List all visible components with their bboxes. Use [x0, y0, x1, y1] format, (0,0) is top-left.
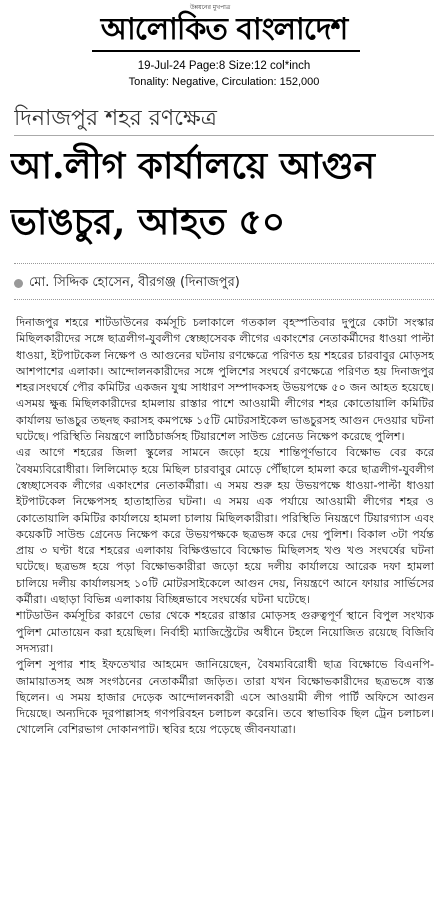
article-paragraph-3: শাটডাউন কর্মসূচির কারণে ভোর থেকে শহরের রাস্তার মোড়সহ গুরুত্বপূর্ণ স্থানে বিপুল সংখ্যক পুলিশ মোতায়েন করা হয়েছিল। নির্বাহী ম্যাজিস্ট্রেটের অধীনে টহলে নিয়োজিত রয়েছে বিজিবি সদস্যরা। [16, 609, 434, 655]
masthead [0, 0, 448, 58]
byline-text: মো. সিদ্দিক হোসেন, বীরগঞ্জ (দিনাজপুর) [29, 274, 240, 290]
bullet-dot-icon [14, 279, 23, 288]
byline-bottom-rule [14, 299, 434, 300]
masthead-tagline: উন্নয়নের মুখপাত্র [190, 4, 231, 11]
article-body [16, 315, 434, 911]
newspaper-logo: আলোকিত বাংলাদেশ [100, 11, 348, 47]
article-paragraph-2: এর আগে শহরের জিলা স্কুলের সামনে জড়ো হয়ে শান্তিপূর্ণভাবে বিক্ষোভ বের করে বৈষম্যবিরোধীরা। লিলিমোড় হয়ে মিছিল চারবাবুর মোড়ে পৌঁছালে হামলা করে ছাত্রলীগ-যুবলীগ স্বেচ্ছাসেবক লীগের একাংশের নেতাকর্মীরা। এ সময় শুরু হয় উভয়পক্ষে ধাওয়া-পাল্টা ধাওয়া ইটপাটকেল নিক্ষেপসহ হাতাহাতির ঘটনা। এ সময় এক পর্যায়ে আওয়ামী লীগের শহর ও কোতোয়ালি কমিটির কার্যালয়ে হামলা চালায় মিছিলকারীরা। পরিস্থিতি নিয়ন্ত্রণে টিয়ারগ্যাস এবং কয়েকটি সাউন্ড গ্রেনেড নিক্ষেপ করে উভয়পক্ষকে ছত্রভঙ্গ করে দেয় পুলিশ। বিকাল ৩টা পর্যন্ত প্রায় ৩ ঘণ্টা ধরে শহরের এলাকায় বিক্ষিপ্তভাবে বিক্ষোভ মিছিলসহ খণ্ড খণ্ড সংঘর্ষের ঘটনা ঘটেছে। ছত্রভঙ্গ হয়ে পড়া বিক্ষোভকারীরা জড়ো হয়ে দলীয় কার্যালয়ে আরেক দফা হামলা চালিয়ে দলীয় কার্যালয়সহ ১০টি মোটরসাইকেলে আগুন দেয়, নিয়ন্ত্রণে আনে ফায়ার সার্ভিসের কর্মীরা। এছাড়া বিভিন্ন এলাকায় বিচ্ছিন্নভাবে সংঘর্ষের ঘটনা ঘটেছে। [16, 446, 434, 607]
logo-underline [92, 50, 360, 52]
clipping-meta-tonality: Tonality: Negative, Circulation: 152,000 [128, 76, 320, 88]
kicker-divider [14, 135, 434, 136]
headline-line-1: আ.লীগ কার্যালয়ে আগুন [10, 145, 376, 187]
article-paragraph-1: দিনাজপুর শহরে শাটডাউনের কর্মসূচি চলাকালে গতকাল বৃহস্পতিবার দুপুরে কোটা সংস্কার মিছিলকারীদের সঙ্গে ছাত্রলীগ-যুবলীগ স্বেচ্ছাসেবক লীগের একাংশের নেতাকর্মীদের ধাওয়া পাল্টা ধাওয়া, ইটপাটকেল নিক্ষেপ ও আগুনের ঘটনায় রণক্ষেত্রে পরিণত হয় শহরের চারবাবুর মোড়সহ আশপাশের এলাকা। আন্দোলনকারীদের সঙ্গে পুলিশের সংঘর্ষে রণক্ষেত্রে পরিণত হয় দিনাজপুর শহর।সংঘর্ষে পৌর কমিটির একজন যুগ্ম সাধারণ সম্পাদকসহ উভয়পক্ষে ৫০ জন আহত হয়েছে। এসময় ক্ষুব্ধ মিছিলকারীদের হামলায় রাস্তার পাশে আওয়ামী লীগের শহর কোতোয়ালি কমিটির কার্যালয় ভাঙচুর তছনছ করাসহ কমপক্ষে ১৫টি মোটরসাইকেল ভাঙচুরসহ আগুন দেওয়ার ঘটনা ঘটেছে। পরিস্থিতি নিয়ন্ত্রণে লাঠিচার্জসহ টিয়ারশেল সাউন্ড গ্রেনেড নিক্ষেপ করেছে পুলিশ। [16, 316, 434, 444]
byline [14, 273, 434, 293]
clipping-meta-date-page: 19-Jul-24 Page:8 Size:12 col*inch [137, 60, 311, 72]
headline-line-2: ভাঙচুর, আহত ৫০ [10, 201, 286, 243]
article-kicker: দিনাজপুর শহর রণক্ষেত্র [14, 106, 217, 131]
article-paragraph-4: পুলিশ সুপার শাহ ইফতেখার আহমেদ জানিয়েছেন, বৈষম্যবিরোধী ছাত্র বিক্ষোভে বিএনপি-জামায়াতসহ অঙ্গ সংগঠনের নেতাকর্মীরা জড়িত। তারা যখন বিক্ষোভকারীদের ছত্রভঙ্গে ব্যস্ত ছিলেন। এ সময় হাজার দেড়েক আন্দোলনকারী এসে আওয়ামী লীগ পার্টি অফিসে আগুন দিয়েছে। অন্যদিকে দূরপাল্লাসহ গণপরিবহন চলাচল করেনি। তবে স্বাভাবিক ছিল ট্রেন চলাচল। খোলেনি বেশিরভাগ দোকানপাট। স্থবির হয়ে পড়েছে জীবনযাত্রা। [16, 658, 434, 737]
article-clipping [0, 95, 448, 918]
byline-top-rule [14, 263, 434, 264]
